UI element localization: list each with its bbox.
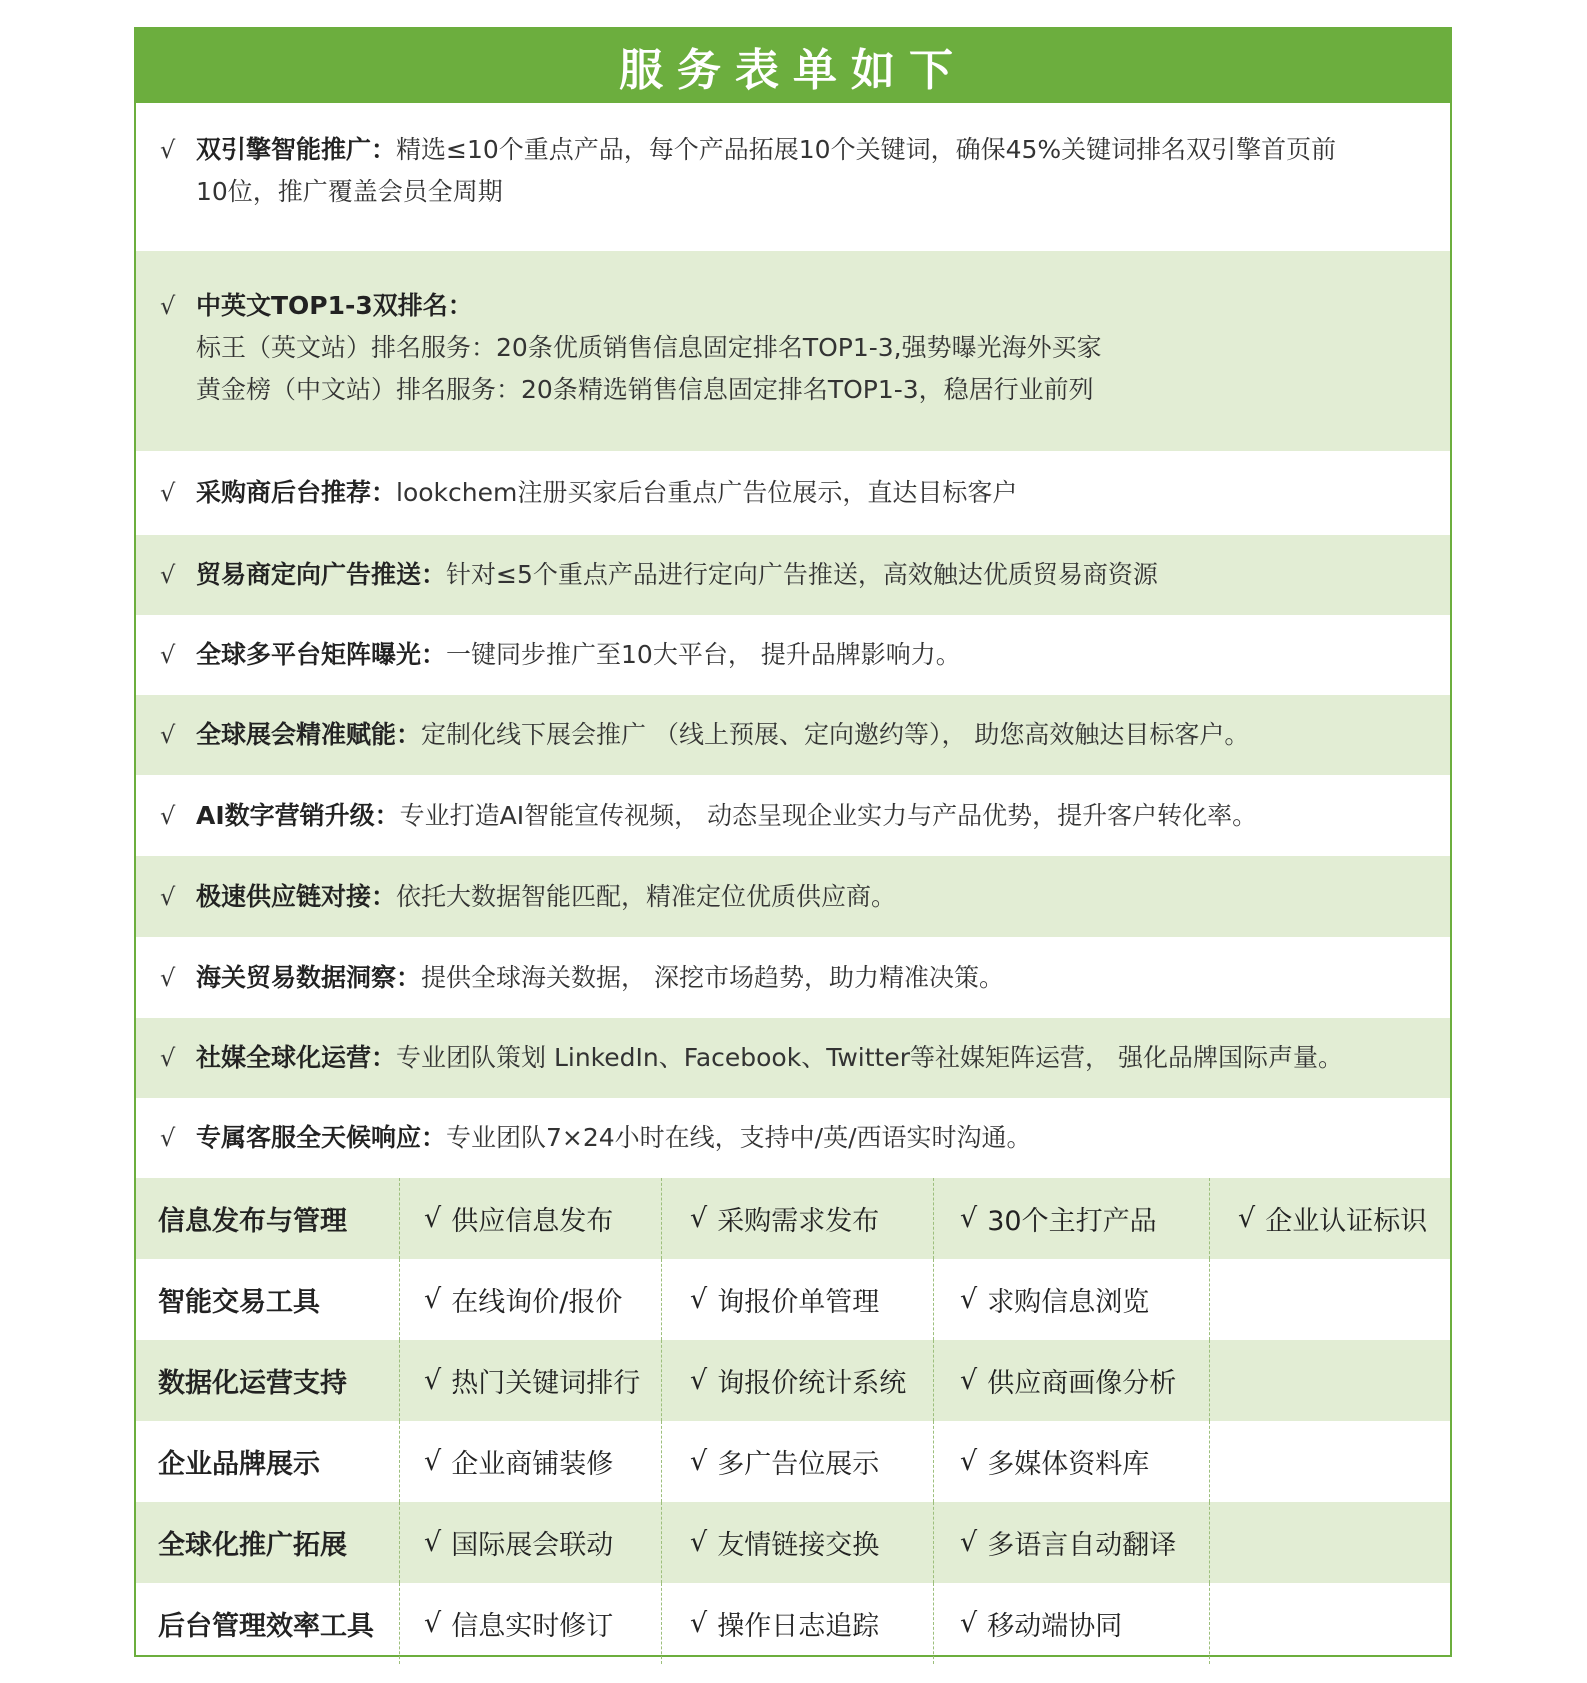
service-row bbox=[136, 103, 1450, 251]
feature-category: 全球化推广拓展 bbox=[136, 1502, 400, 1583]
service-desc: lookchem注册买家后台重点广告位展示，直达目标客户 bbox=[396, 478, 1018, 507]
service-label: 采购商后台推荐： bbox=[196, 478, 397, 507]
feature-category: 企业品牌展示 bbox=[136, 1421, 400, 1502]
check-icon: √ bbox=[690, 1608, 708, 1639]
service-row bbox=[136, 535, 1450, 615]
feature-item: √ 多媒体资料库 bbox=[934, 1421, 1210, 1502]
check-icon: √ bbox=[690, 1203, 708, 1234]
feature-item: √ 30个主打产品 bbox=[934, 1178, 1210, 1259]
check-icon: √ bbox=[690, 1446, 708, 1477]
check-icon: √ bbox=[1238, 1203, 1256, 1234]
feature-item: √ 信息实时修订 bbox=[400, 1583, 662, 1664]
service-row bbox=[136, 615, 1450, 695]
feature-item: √ 多语言自动翻译 bbox=[934, 1502, 1210, 1583]
feature-item: √ 企业商铺装修 bbox=[400, 1421, 662, 1502]
feature-row bbox=[136, 1178, 1450, 1259]
feature-item: √ 操作日志追踪 bbox=[662, 1583, 934, 1664]
feature-row bbox=[136, 1502, 1450, 1583]
feature-item: √ 供应商画像分析 bbox=[934, 1340, 1210, 1421]
check-icon: √ bbox=[690, 1365, 708, 1396]
service-desc: 依托大数据智能匹配，精准定位优质供应商。 bbox=[396, 881, 897, 911]
feature-row bbox=[136, 1421, 1450, 1502]
service-label: 海关贸易数据洞察： bbox=[196, 962, 422, 992]
feature-item: √ 国际展会联动 bbox=[400, 1502, 662, 1583]
check-icon: √ bbox=[160, 1124, 176, 1152]
feature-item-empty bbox=[1210, 1259, 1450, 1340]
service-label: 全球展会精准赋能： bbox=[196, 720, 422, 749]
feature-category: 信息发布与管理 bbox=[136, 1178, 400, 1259]
feature-category: 后台管理效率工具 bbox=[136, 1583, 400, 1664]
check-icon: √ bbox=[160, 641, 176, 669]
service-label: 中英文TOP1-3双排名： bbox=[196, 291, 473, 320]
service-form-frame bbox=[134, 27, 1452, 1657]
service-label: AI数字营销升级： bbox=[196, 800, 400, 830]
feature-item: √ 企业认证标识 bbox=[1238, 1203, 1428, 1237]
feature-item: √ 在线询价/报价 bbox=[400, 1259, 662, 1340]
service-label: 双引擎智能推广： bbox=[196, 135, 397, 164]
check-icon: √ bbox=[690, 1284, 708, 1315]
service-desc: 精选≤10个重点产品，每个产品拓展10个关键词，确保45%关键词排名双引擎首页前 bbox=[396, 135, 1337, 164]
check-icon: √ bbox=[424, 1608, 442, 1639]
feature-item-empty bbox=[1210, 1502, 1450, 1583]
feature-item: √ 询报价统计系统 bbox=[662, 1340, 934, 1421]
check-icon: √ bbox=[424, 1365, 442, 1396]
service-desc: 提供全球海关数据， 深挖市场趋势，助力精准决策。 bbox=[421, 962, 1004, 992]
service-label: 社媒全球化运营： bbox=[196, 1043, 397, 1072]
check-icon: √ bbox=[160, 561, 176, 589]
check-icon: √ bbox=[690, 1527, 708, 1558]
feature-row bbox=[136, 1340, 1450, 1421]
service-row bbox=[136, 856, 1450, 937]
feature-item: √ 移动端协同 bbox=[934, 1583, 1210, 1664]
feature-item: √ 询报价单管理 bbox=[662, 1259, 934, 1340]
service-label: 专属客服全天候响应： bbox=[196, 1123, 447, 1152]
feature-category: 智能交易工具 bbox=[136, 1259, 400, 1340]
check-icon: √ bbox=[424, 1446, 442, 1477]
service-desc: 一键同步推广至10大平台， 提升品牌影响力。 bbox=[446, 640, 961, 669]
check-icon: √ bbox=[160, 1044, 176, 1072]
feature-category: 数据化运营支持 bbox=[136, 1340, 400, 1421]
service-desc: 专业打造AI智能宣传视频， 动态呈现企业实力与产品优势，提升客户转化率。 bbox=[399, 800, 1258, 830]
feature-item: √ 供应信息发布 bbox=[400, 1178, 662, 1259]
feature-row bbox=[136, 1583, 1450, 1664]
feature-item-empty bbox=[1210, 1340, 1450, 1421]
service-row bbox=[136, 937, 1450, 1018]
feature-item: √ 友情链接交换 bbox=[662, 1502, 934, 1583]
service-row bbox=[136, 451, 1450, 535]
feature-item-empty bbox=[1210, 1583, 1450, 1664]
check-icon: √ bbox=[960, 1203, 978, 1234]
service-desc: 标王（英文站）排名服务：20条优质销售信息固定排名TOP1-3,强势曝光海外买家 bbox=[196, 333, 1102, 362]
service-label: 极速供应链对接： bbox=[196, 881, 397, 911]
feature-item-empty bbox=[1210, 1421, 1450, 1502]
feature-item: √ 多广告位展示 bbox=[662, 1421, 934, 1502]
service-row bbox=[136, 775, 1450, 856]
check-icon: √ bbox=[960, 1365, 978, 1396]
form-title: 服务表单如下 bbox=[136, 29, 1450, 103]
check-icon: √ bbox=[960, 1284, 978, 1315]
check-icon: √ bbox=[960, 1446, 978, 1477]
check-icon: √ bbox=[960, 1527, 978, 1558]
service-row bbox=[136, 695, 1450, 775]
service-desc: 10位，推广覆盖会员全周期 bbox=[196, 177, 503, 206]
service-row bbox=[136, 1098, 1450, 1178]
service-label: 贸易商定向广告推送： bbox=[196, 560, 447, 589]
check-icon: √ bbox=[160, 963, 176, 992]
service-row bbox=[136, 1018, 1450, 1098]
check-icon: √ bbox=[424, 1527, 442, 1558]
check-icon: √ bbox=[160, 882, 176, 911]
check-icon: √ bbox=[960, 1608, 978, 1639]
service-row bbox=[136, 251, 1450, 451]
feature-item: √ 采购需求发布 bbox=[662, 1178, 934, 1259]
feature-row bbox=[136, 1259, 1450, 1340]
service-desc: 黄金榜（中文站）排名服务：20条精选销售信息固定排名TOP1-3，稳居行业前列 bbox=[196, 375, 1094, 404]
check-icon: √ bbox=[160, 801, 176, 830]
feature-item: √ 热门关键词排行 bbox=[400, 1340, 662, 1421]
check-icon: √ bbox=[160, 292, 176, 320]
check-icon: √ bbox=[160, 136, 176, 164]
service-desc: 定制化线下展会推广 （线上预展、定向邀约等）， 助您高效触达目标客户。 bbox=[421, 720, 1250, 749]
check-icon: √ bbox=[424, 1284, 442, 1315]
check-icon: √ bbox=[160, 479, 176, 507]
service-desc: 针对≤5个重点产品进行定向广告推送，高效触达优质贸易商资源 bbox=[446, 560, 1158, 589]
service-label: 全球多平台矩阵曝光： bbox=[196, 640, 447, 669]
service-desc: 专业团队7×24小时在线，支持中/英/西语实时沟通。 bbox=[446, 1123, 1032, 1152]
service-desc: 专业团队策划 LinkedIn、Facebook、Twitter等社媒矩阵运营， 强化品牌国际声量。 bbox=[396, 1043, 1343, 1072]
check-icon: √ bbox=[160, 721, 176, 749]
check-icon: √ bbox=[424, 1203, 442, 1234]
feature-item: √ 求购信息浏览 bbox=[934, 1259, 1210, 1340]
